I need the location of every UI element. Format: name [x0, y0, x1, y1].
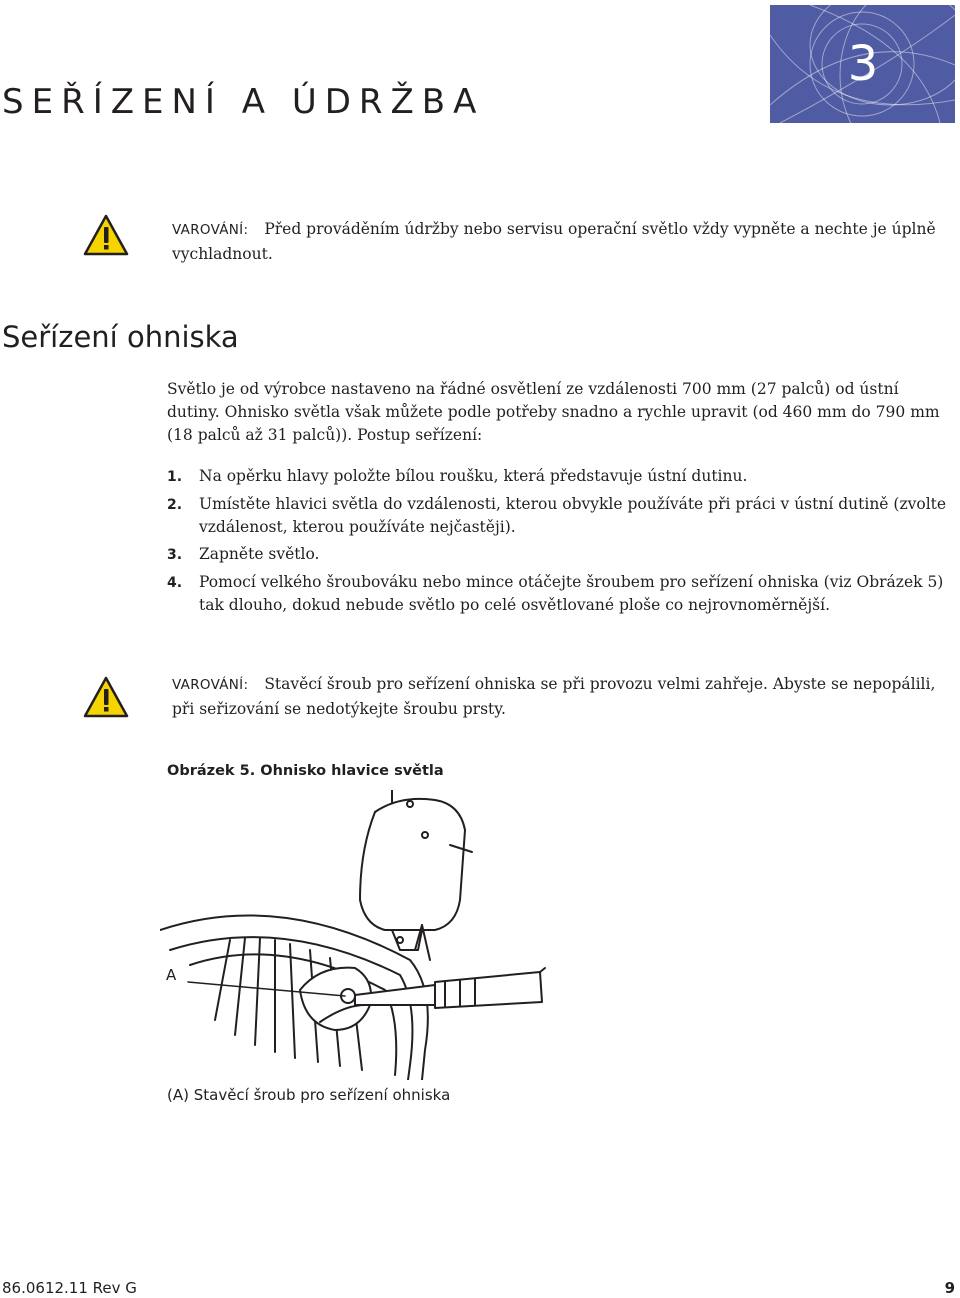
warning-label: VAROVÁNÍ:: [172, 222, 249, 238]
step-item: [167, 465, 947, 489]
warning-text-2: [172, 672, 942, 721]
page-title: SEŘÍZENÍ A ÚDRŽBA: [2, 82, 485, 122]
warning-message: Před prováděním údržby nebo servisu operační světlo vždy vypněte a nechte je úplně vychladnout.: [172, 220, 936, 263]
footer-document-id: 86.0612.11 Rev G: [2, 1279, 137, 1297]
step-text: Umístěte hlavici světla do vzdálenosti, kterou obvykle používáte při práci v ústní dutině (zvolte vzdálenost, kterou používáte nejčastěji).: [199, 495, 947, 536]
warning-text-1: [172, 217, 942, 266]
chapter-number: 3: [847, 36, 879, 92]
step-number: 3.: [167, 547, 183, 563]
step-text: Zapněte světlo.: [199, 545, 320, 563]
section-heading: Seřízení ohniska: [2, 320, 239, 354]
step-number: 2.: [167, 497, 183, 513]
light-head-illustration: [160, 790, 570, 1080]
step-number: 1.: [167, 469, 183, 485]
chapter-tab: [770, 5, 955, 123]
figure-legend: (A) Stavěcí šroub pro seřízení ohniska: [167, 1086, 451, 1104]
warning-label: VAROVÁNÍ:: [172, 677, 249, 693]
step-number: 4.: [167, 575, 183, 591]
procedure-steps: [167, 465, 947, 621]
warning-triangle-icon: [83, 676, 129, 718]
warning-block-1: [83, 214, 129, 260]
step-item: [167, 543, 947, 567]
intro-paragraph: Světlo je od výrobce nastaveno na řádné osvětlení ze vzdálenosti 700 mm (27 palců) od ústní dutiny. Ohnisko světla však můžete podle potřeby snadno a rychle upravit (od 460 mm do 790 mm (18 palců až 31 palců)). Postup seřízení:: [167, 380, 940, 444]
step-text: Na opěrku hlavy položte bílou roušku, která představuje ústní dutinu.: [199, 467, 748, 485]
step-item: [167, 493, 947, 539]
warning-triangle-icon: [83, 214, 129, 256]
figure-label-a: A: [166, 966, 177, 984]
step-text: Pomocí velkého šroubováku nebo mince otáčejte šroubem pro seřízení ohniska (viz Obrázek 5) tak dlouho, dokud nebude světlo po celé osvětlované ploše co nejrovnoměrnější.: [199, 573, 944, 614]
footer-page-number: 9: [944, 1279, 955, 1297]
warning-block-2: [83, 676, 129, 722]
step-item: [167, 571, 947, 617]
warning-message: Stavěcí šroub pro seřízení ohniska se při provozu velmi zahřeje. Abyste se nepopálili, při seřizování se nedotýkejte šroubu prsty.: [172, 675, 936, 718]
figure-caption: Obrázek 5. Ohnisko hlavice světla: [167, 763, 444, 779]
